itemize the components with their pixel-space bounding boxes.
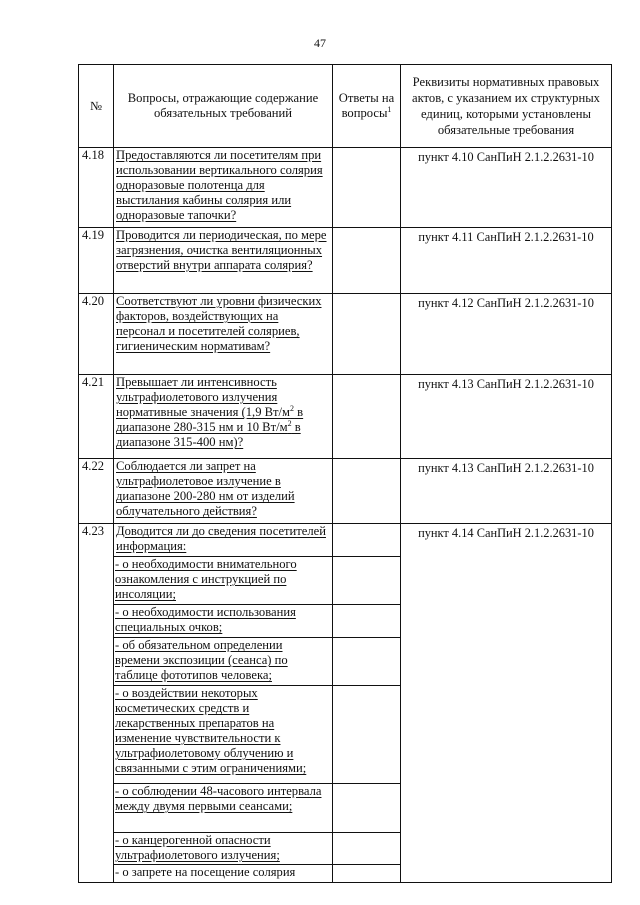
- header-answers-footnote: 1: [387, 104, 392, 114]
- sub-item: [114, 605, 333, 638]
- row-answer-cell[interactable]: [333, 375, 401, 459]
- requirements-table: [78, 64, 612, 883]
- header-requisites: Реквизиты нормативных правовых актов, с указанием их структурных единиц, которыми установлены обязательные требования: [401, 65, 612, 148]
- row-requisite: пункт 4.13 СанПиН 2.1.2.2631-10: [401, 459, 612, 524]
- row-question: [114, 148, 333, 228]
- q-part-3: в диапазоне 315-400 нм)?: [116, 420, 301, 449]
- sub-item-answer-cell[interactable]: [333, 605, 401, 638]
- sub-item: [114, 833, 333, 865]
- sub-item-text: - о соблюдении 48-часового интервала между двумя первыми сеансами;: [115, 784, 322, 813]
- row-answer-cell[interactable]: [333, 294, 401, 375]
- row-requisite: пункт 4.11 СанПиН 2.1.2.2631-10: [401, 228, 612, 294]
- row-question-text: Соответствуют ли уровни физических факторов, воздействующих на персонал и посетителей соляриев, гигиеническим нормативам?: [116, 294, 322, 353]
- row-number: 4.19: [79, 228, 114, 294]
- row-answer-cell[interactable]: [333, 524, 401, 557]
- sub-item-answer-cell[interactable]: [333, 638, 401, 686]
- q-part-1: Превышает ли интенсивность ультрафиолетового излучения нормативные значения (1,9 Вт/м: [116, 375, 291, 419]
- sub-item-answer-cell[interactable]: [333, 865, 401, 883]
- row-number: 4.20: [79, 294, 114, 375]
- row-number: 4.18: [79, 148, 114, 228]
- table-row: [79, 228, 612, 294]
- sub-item-answer-cell[interactable]: [333, 686, 401, 784]
- header-answers-text: Ответы на вопросы: [338, 91, 395, 120]
- row-number: 4.22: [79, 459, 114, 524]
- table-row: [79, 148, 612, 228]
- row-answer-cell[interactable]: [333, 148, 401, 228]
- sub-item: [114, 638, 333, 686]
- row-question-text: Предоставляются ли посетителям при использовании вертикального солярия одноразовые полотенца для выстилания кабины солярия или одноразовые тапочки?: [116, 148, 323, 222]
- table-row: [79, 375, 612, 459]
- row-number: 4.23: [79, 524, 114, 883]
- row-number: 4.21: [79, 375, 114, 459]
- sub-item: [114, 557, 333, 605]
- page-number: 47: [314, 36, 326, 50]
- row-question: [114, 294, 333, 375]
- row-question: [114, 228, 333, 294]
- table-row: [79, 294, 612, 375]
- header-questions: Вопросы, отражающие содержание обязательных требований: [114, 65, 333, 148]
- sub-item: [114, 686, 333, 784]
- row-question-text: Доводится ли до сведения посетителей информация:: [116, 524, 326, 553]
- header-answers: [333, 65, 401, 148]
- table-row: [79, 459, 612, 524]
- q-sup-2: 2: [287, 418, 292, 428]
- sub-item: [114, 784, 333, 833]
- q-sup-1: 2: [290, 403, 295, 413]
- sub-item-answer-cell[interactable]: [333, 784, 401, 833]
- sub-item: [114, 865, 333, 883]
- row-requisite: пункт 4.14 СанПиН 2.1.2.2631-10: [401, 524, 612, 883]
- row-answer-cell[interactable]: [333, 228, 401, 294]
- row-question: [114, 524, 333, 557]
- row-requisite: пункт 4.10 СанПиН 2.1.2.2631-10: [401, 148, 612, 228]
- row-question: [114, 375, 333, 459]
- sub-item-text: - о канцерогенной опасности ультрафиолетового излучения;: [115, 833, 280, 862]
- header-num: №: [79, 65, 114, 148]
- row-question-text: Проводится ли периодическая, по мере загрязнения, очистка вентиляционных отверстий внутри аппарата солярия?: [116, 228, 327, 272]
- sub-item-text: - об обязательном определении времени экспозиции (сеанса) по таблице фототипов человека;: [115, 638, 288, 682]
- row-question-text: [116, 375, 303, 449]
- sub-item-text: - о воздействии некоторых косметических средств и лекарственных препаратов на изменение чувствительности к ультрафиолетовому облучению и связанными с этим ограничениями;: [115, 686, 307, 775]
- table-header-row: [79, 65, 612, 148]
- sub-item-text: - о необходимости внимательного ознакомления с инструкцией по инсоляции;: [115, 557, 297, 601]
- sub-item-text: - о запрете на посещение солярия: [115, 865, 296, 879]
- row-requisite: пункт 4.13 СанПиН 2.1.2.2631-10: [401, 375, 612, 459]
- sub-item-answer-cell[interactable]: [333, 833, 401, 865]
- q-part-2: в диапазоне 280-315 нм и 10 Вт/м: [116, 405, 304, 434]
- table-row: [79, 524, 612, 557]
- row-answer-cell[interactable]: [333, 459, 401, 524]
- sub-item-text: - о необходимости использования специальных очков;: [115, 605, 296, 634]
- row-question-text: Соблюдается ли запрет на ультрафиолетовое излучение в диапазоне 200-280 нм от изделий облучательного действия?: [116, 459, 295, 518]
- row-question: [114, 459, 333, 524]
- sub-item-answer-cell[interactable]: [333, 557, 401, 605]
- row-requisite: пункт 4.12 СанПиН 2.1.2.2631-10: [401, 294, 612, 375]
